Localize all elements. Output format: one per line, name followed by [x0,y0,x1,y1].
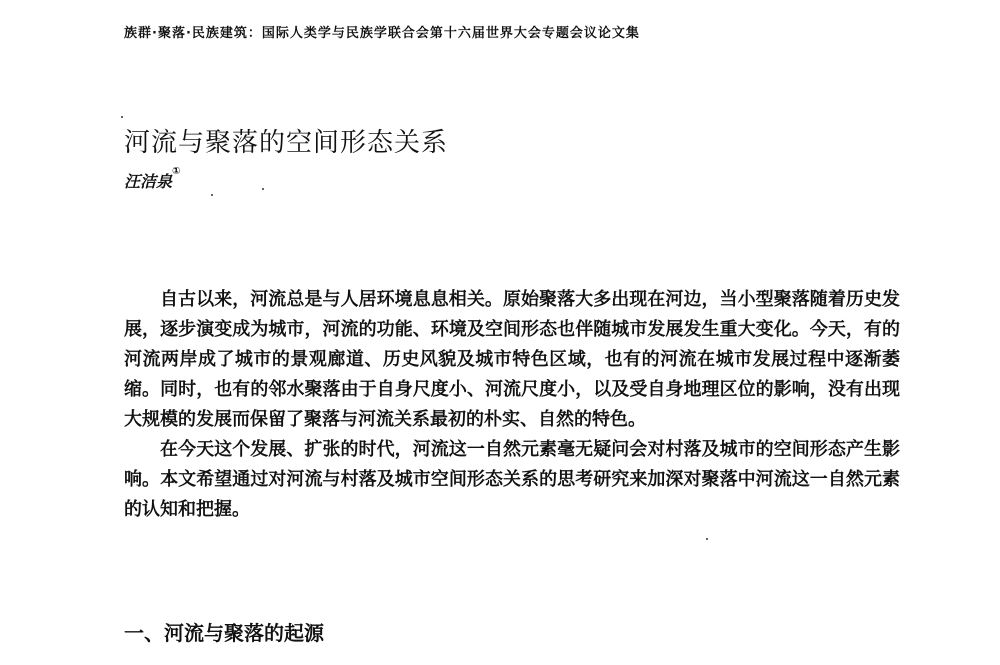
scan-speck [121,116,123,118]
author-line [124,166,181,192]
paragraph-1: 自古以来，河流总是与人居环境息息相关。原始聚落大多出现在河边，当小型聚落随着历史发展，逐步演变成为城市，河流的功能、环境及空间形态也伴随城市发展发生重大变化。今天，有的河流两岸成了城市的景观廊道、历史风貌及城市特色区域，也有的河流在城市发展过程中逐渐萎缩。同时，也有的邻水聚落由于自身尺度小、河流尺度小，以及受自身地理区位的影响，没有出现大规模的发展而保留了聚落与河流关系最初的朴实、自然的特色。 [124,289,900,430]
section-heading: 一、河流与聚落的起源 [124,621,324,645]
scan-speck [262,188,264,190]
paragraph-2: 在今天这个发展、扩张的时代，河流这一自然元素毫无疑问会对村落及城市的空间形态产生影响。本文希望通过对河流与村落及城市空间形态关系的思考研究来加深对聚落中河流这一自然元素的认知和把握。 [124,439,900,520]
footnote-marker: ① [172,166,181,177]
author-name: 汪洁泉 [124,172,173,191]
running-header: 族群·聚落·民族建筑：国际人类学与民族学联合会第十六届世界大会专题会议论文集 [124,26,640,41]
scan-speck [706,538,708,540]
article-title: 河流与聚落的空间形态关系 [124,128,449,158]
body-text [124,285,900,525]
scan-speck [211,194,213,196]
